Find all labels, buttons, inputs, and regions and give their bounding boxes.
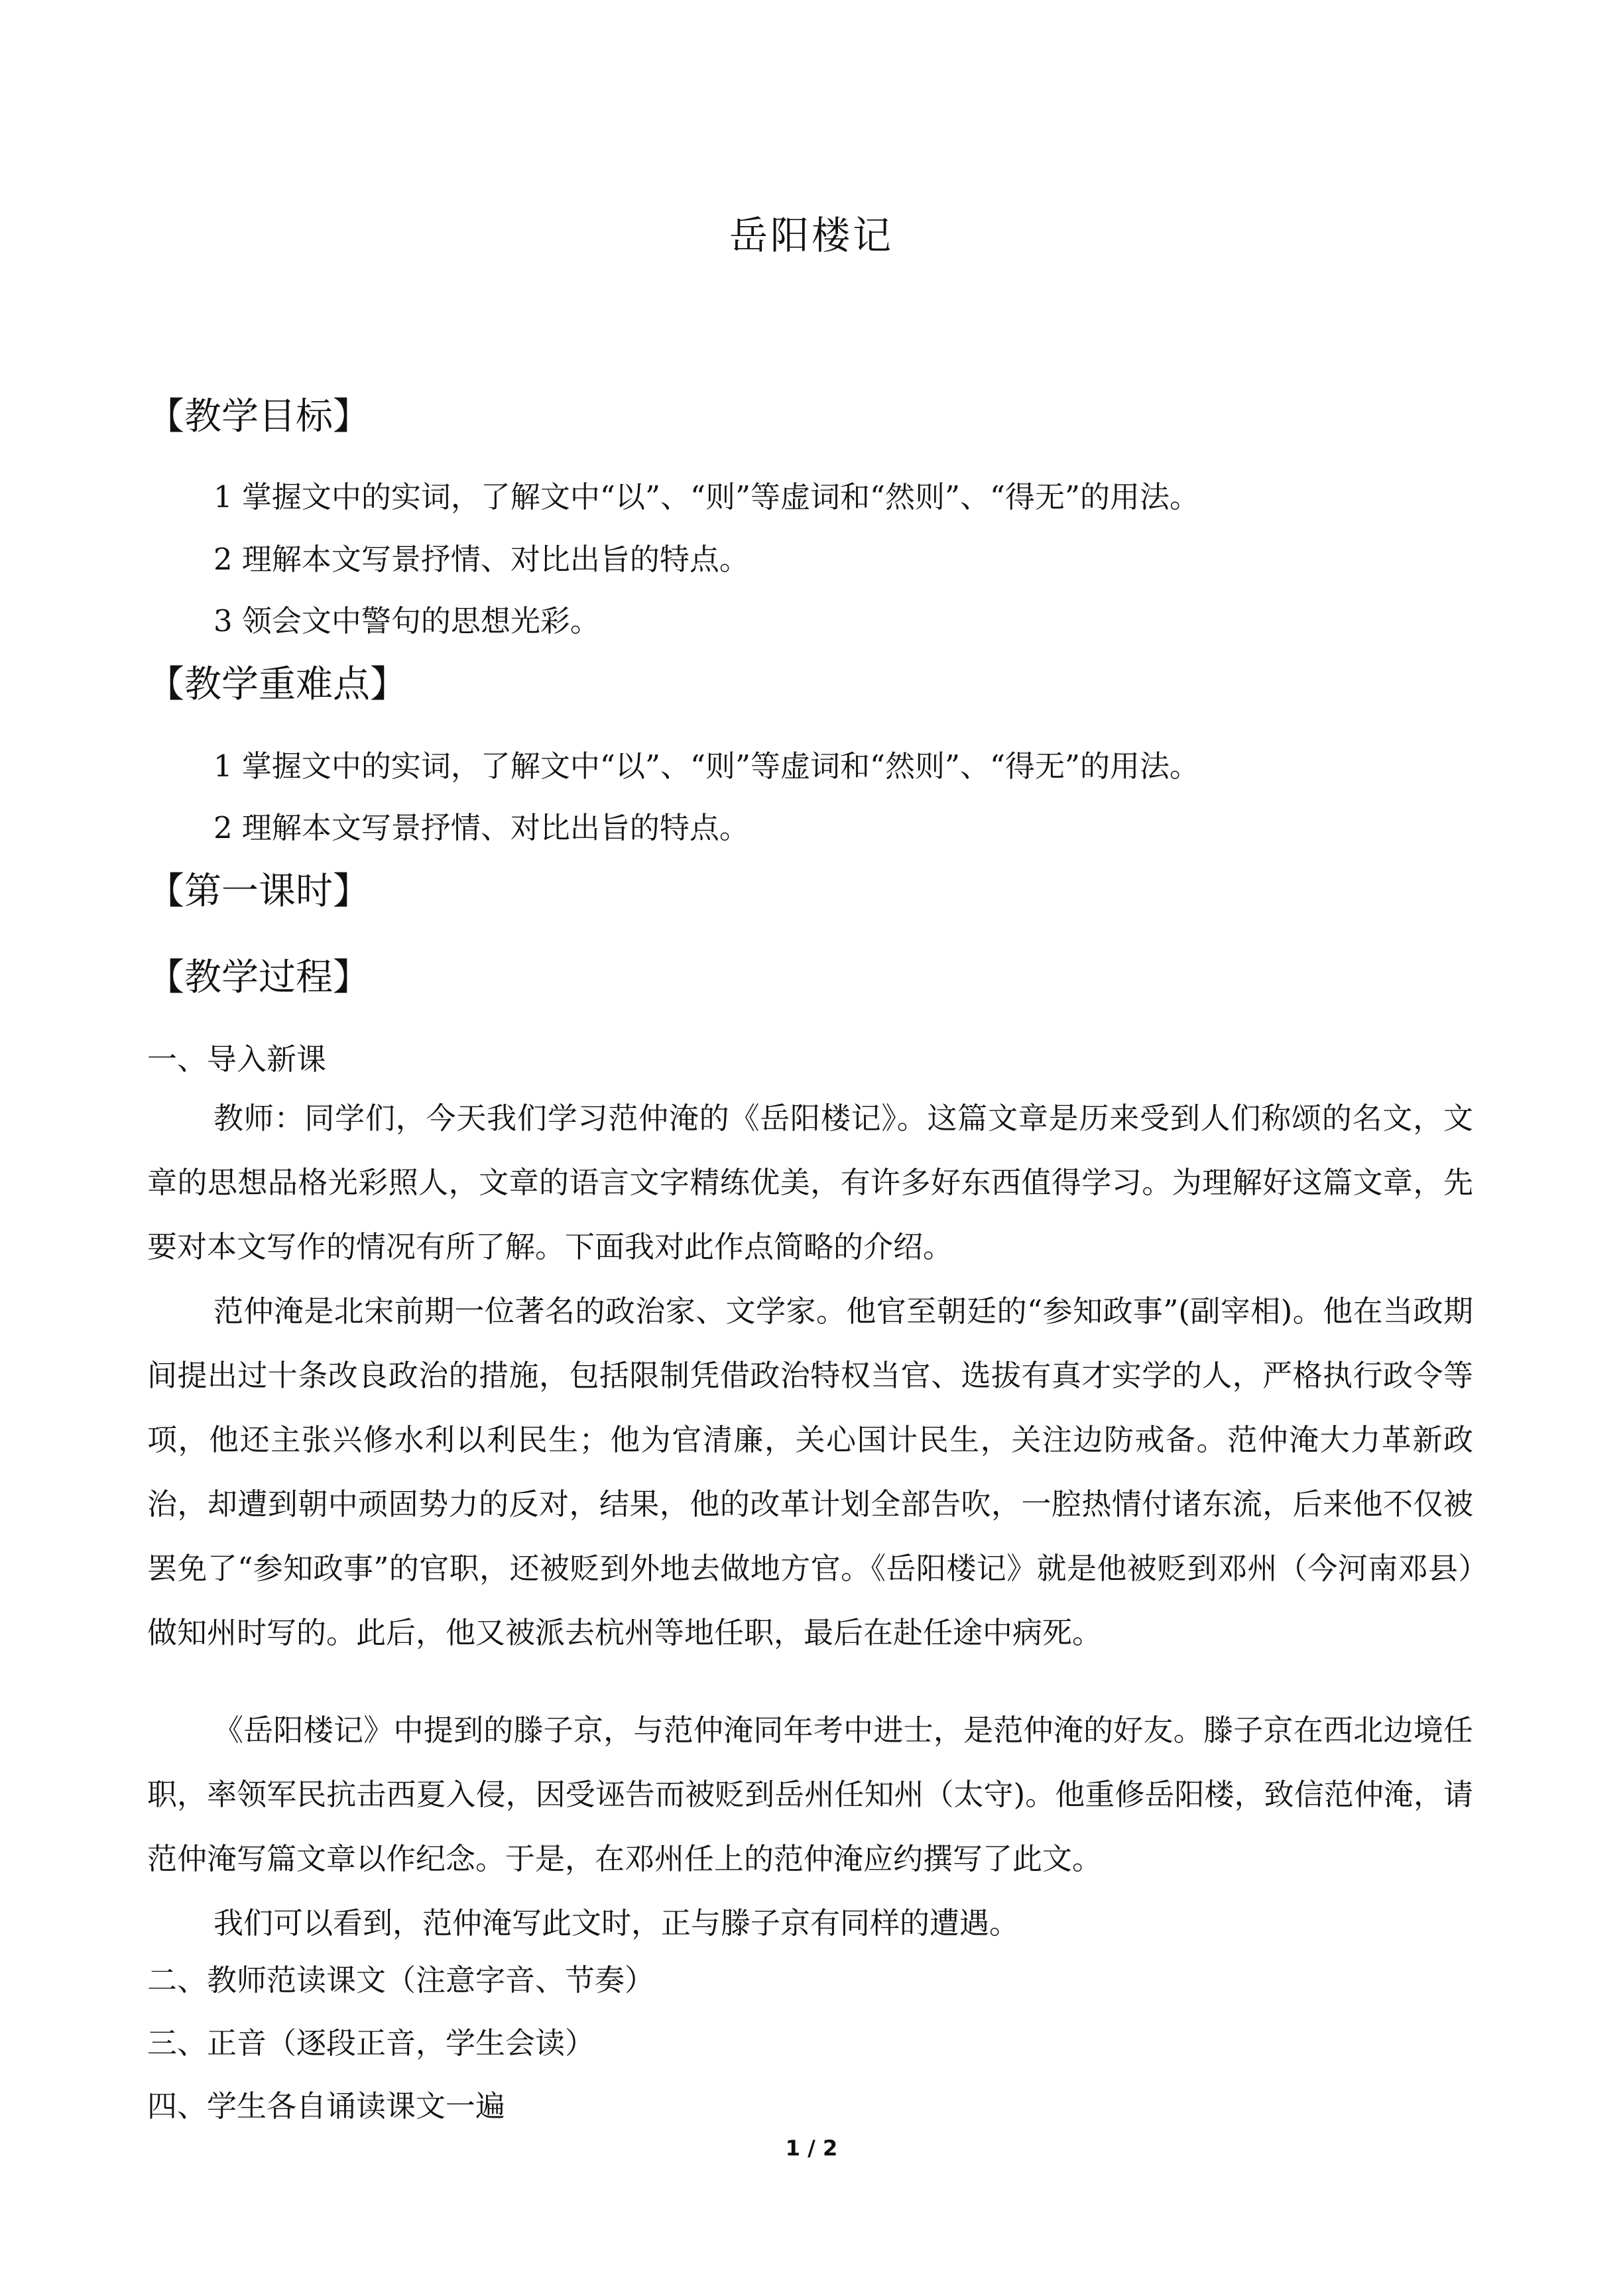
key-point-item-2: 2 理解本文写景抒情、对比出旨的特点。 xyxy=(213,810,749,845)
heading-teaching-process: 【教学过程】 xyxy=(147,956,370,999)
paragraph-teng-zijing: 《岳阳楼记》中提到的滕子京，与范仲淹同年考中进士，是范仲淹的好友。滕子京在西北边境任职，率领军民抗击西夏入侵，因受诬告而被贬到岳州任知州（太守)。他重修岳阳楼，致信范仲淹，请范仲淹写篇文章以作纪念。于是，在邓州任上的范仲淹应约撰写了此文。 xyxy=(147,1713,1473,1876)
step-3-pronunciation: 三、正音（逐段正音，学生会读） xyxy=(147,2025,595,2061)
step-2-model-reading: 二、教师范读课文（注意字音、节奏） xyxy=(147,1963,655,1998)
paragraph-teacher-intro: 教师：同学们，今天我们学习范仲淹的《岳阳楼记》。这篇文章是历来受到人们称颂的名文，文章的思想品格光彩照人，文章的语言文字精练优美，有许多好东西值得学习。为理解好这篇文章，先要对本文写作的情况有所了解。下面我对此作点简略的介绍。 xyxy=(147,1101,1473,1264)
objective-item-3: 3 领会文中警句的思想光彩。 xyxy=(213,603,600,638)
paragraph-summary: 我们可以看到，范仲淹写此文时，正与滕子京有同样的遭遇。 xyxy=(213,1905,1020,1941)
key-point-item-1: 1 掌握文中的实词，了解文中“以”、“则”等虚词和“然则”、“得无”的用法。 xyxy=(213,749,1199,784)
objective-item-1: 1 掌握文中的实词，了解文中“以”、“则”等虚词和“然则”、“得无”的用法。 xyxy=(213,479,1199,514)
paragraph-fan-zhongyan-bio: 范仲淹是北宋前期一位著名的政治家、文学家。他官至朝廷的“参知政事”(副宰相)。他在当政期间提出过十条改良政治的措施，包括限制凭借政治特权当官、选拔有真才实学的人，严格执行政令等项，他还主张兴修水利以利民生；他为官清廉，关心国计民生，关注边防戒备。范仲淹大力革新政治，却遭到朝中顽固势力的反对，结果，他的改革计划全部告吹，一腔热情付诸东流，后来他不仅被罢免了“参知政事”的官职，还被贬到外地去做地方官。《岳阳楼记》就是他被贬到邓州（今河南邓县）做知州时写的。此后，他又被派去杭州等地任职，最后在赴任途中病死。 xyxy=(147,1294,1473,1650)
objective-item-2: 2 理解本文写景抒情、对比出旨的特点。 xyxy=(213,542,749,577)
document-title: 岳阳楼记 xyxy=(729,213,894,258)
heading-first-lesson: 【第一课时】 xyxy=(147,870,370,913)
step-1-introduction: 一、导入新课 xyxy=(147,1042,327,1077)
heading-teaching-objectives: 【教学目标】 xyxy=(147,395,370,438)
page-number: 1 / 2 xyxy=(785,2136,838,2161)
step-4-self-reading: 四、学生各自诵读课文一遍 xyxy=(147,2088,506,2124)
heading-key-points: 【教学重难点】 xyxy=(147,663,407,706)
